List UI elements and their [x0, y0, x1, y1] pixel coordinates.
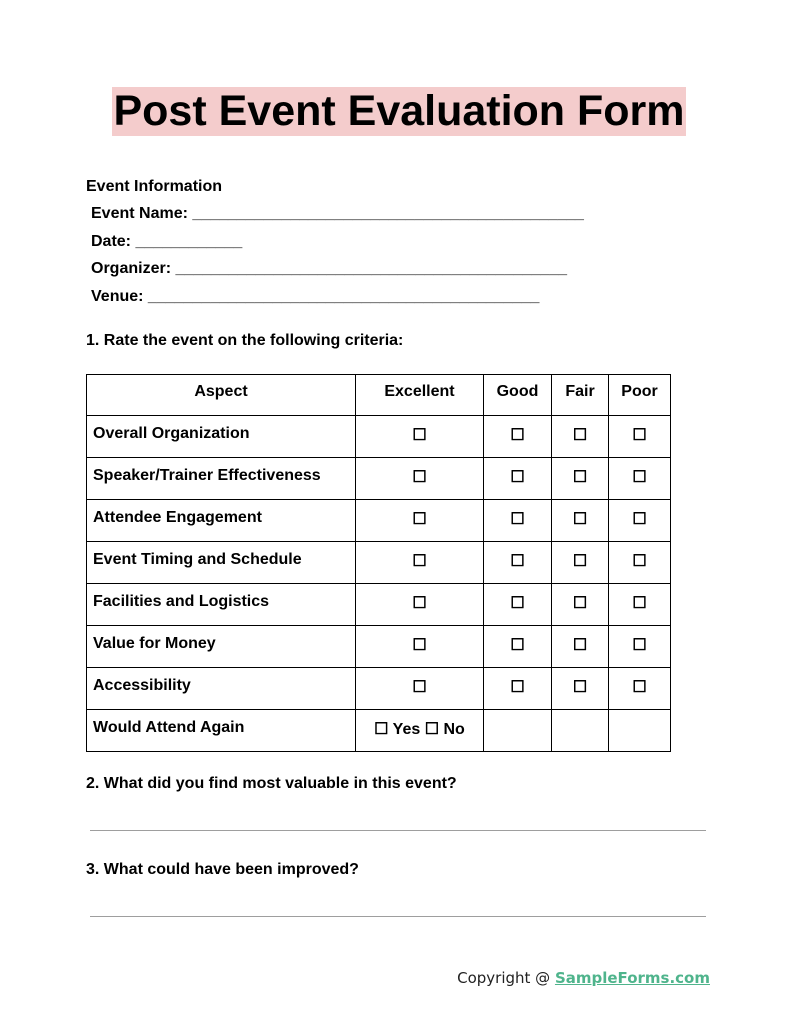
poor-checkbox[interactable]: ☐ [609, 500, 671, 542]
page-title: Post Event Evaluation Form [113, 87, 685, 135]
event-information-section [86, 176, 584, 313]
table-row [87, 710, 671, 752]
table-row [87, 542, 671, 584]
excellent-checkbox[interactable]: ☐ [356, 458, 484, 500]
poor-checkbox[interactable]: ☐ [609, 626, 671, 668]
event-name-blank[interactable]: ____________________________________________ [187, 205, 584, 222]
fair-checkbox[interactable]: ☐ [552, 500, 609, 542]
copyright-prefix: Copyright @ [457, 969, 555, 987]
fair-checkbox[interactable]: ☐ [552, 584, 609, 626]
header-excellent: Excellent [356, 375, 484, 416]
excellent-checkbox[interactable]: ☐ [356, 668, 484, 710]
good-checkbox[interactable]: ☐ [484, 458, 552, 500]
aspect-cell: Would Attend Again [87, 710, 356, 752]
fair-checkbox[interactable]: ☐ [552, 416, 609, 458]
aspect-cell: Attendee Engagement [87, 500, 356, 542]
fair-checkbox[interactable]: ☐ [552, 626, 609, 668]
answer-line-question-3[interactable] [90, 916, 706, 917]
empty-cell [609, 710, 671, 752]
date-label: Date: [91, 232, 132, 250]
excellent-checkbox[interactable]: ☐ [356, 542, 484, 584]
aspect-cell: Overall Organization [87, 416, 356, 458]
yes-no-checkboxes[interactable]: ☐ Yes ☐ No [356, 710, 484, 752]
poor-checkbox[interactable]: ☐ [609, 458, 671, 500]
aspect-cell: Accessibility [87, 668, 356, 710]
empty-cell [552, 710, 609, 752]
aspect-cell: Facilities and Logistics [87, 584, 356, 626]
poor-checkbox[interactable]: ☐ [609, 584, 671, 626]
excellent-checkbox[interactable]: ☐ [356, 416, 484, 458]
fair-checkbox[interactable]: ☐ [552, 542, 609, 584]
table-row [87, 500, 671, 542]
table-row [87, 668, 671, 710]
event-name-label: Event Name: [91, 205, 188, 222]
venue-field[interactable] [86, 286, 584, 314]
good-checkbox[interactable]: ☐ [484, 626, 552, 668]
organizer-label: Organizer: [91, 260, 172, 277]
table-row [87, 458, 671, 500]
header-good: Good [484, 375, 552, 416]
date-blank[interactable]: ____________ [131, 232, 243, 250]
aspect-cell: Speaker/Trainer Effectiveness [87, 458, 356, 500]
good-checkbox[interactable]: ☐ [484, 584, 552, 626]
excellent-checkbox[interactable]: ☐ [356, 500, 484, 542]
aspect-cell: Event Timing and Schedule [87, 542, 356, 584]
good-checkbox[interactable]: ☐ [484, 542, 552, 584]
date-field[interactable] [86, 231, 584, 259]
sampleforms-link[interactable]: SampleForms.com [554, 969, 710, 987]
empty-cell [484, 710, 552, 752]
table-row [87, 416, 671, 458]
organizer-blank[interactable]: ____________________________________________ [171, 260, 567, 277]
poor-checkbox[interactable]: ☐ [609, 542, 671, 584]
poor-checkbox[interactable]: ☐ [609, 668, 671, 710]
table-row [87, 626, 671, 668]
good-checkbox[interactable]: ☐ [484, 500, 552, 542]
fair-checkbox[interactable]: ☐ [552, 458, 609, 500]
question-3: 3. What could have been improved? [86, 861, 359, 878]
fair-checkbox[interactable]: ☐ [552, 668, 609, 710]
organizer-field[interactable] [86, 258, 584, 286]
title-wrapper [0, 87, 802, 136]
header-poor: Poor [609, 375, 671, 416]
header-aspect: Aspect [87, 375, 356, 416]
venue-label: Venue: [91, 287, 144, 305]
event-name-field[interactable] [86, 203, 584, 231]
rating-rows [87, 416, 671, 752]
question-1: 1. Rate the event on the following criteria: [86, 332, 404, 349]
good-checkbox[interactable]: ☐ [484, 668, 552, 710]
question-2: 2. What did you find most valuable in this event? [86, 775, 457, 792]
excellent-checkbox[interactable]: ☐ [356, 626, 484, 668]
table-header-row [87, 375, 671, 416]
venue-blank[interactable]: ____________________________________________ [143, 287, 540, 305]
event-info-heading: Event Information [86, 178, 223, 195]
header-fair: Fair [552, 375, 609, 416]
copyright-footer [457, 968, 710, 988]
table-row [87, 584, 671, 626]
rating-table [86, 374, 671, 752]
aspect-cell: Value for Money [87, 626, 356, 668]
excellent-checkbox[interactable]: ☐ [356, 584, 484, 626]
poor-checkbox[interactable]: ☐ [609, 416, 671, 458]
good-checkbox[interactable]: ☐ [484, 416, 552, 458]
answer-line-question-2[interactable] [90, 830, 706, 831]
